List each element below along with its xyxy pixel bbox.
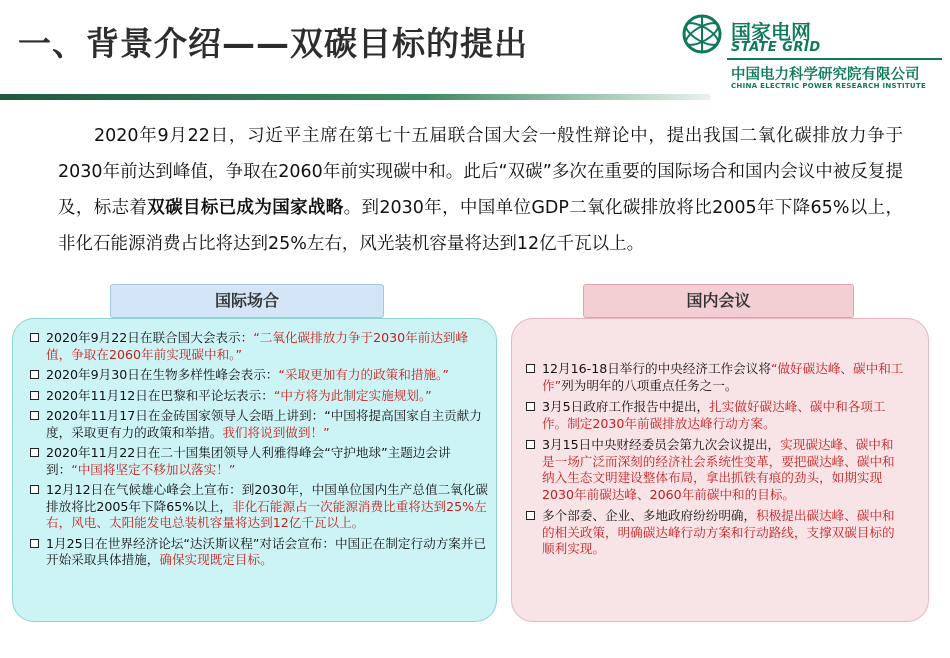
intro-paragraph xyxy=(58,118,903,262)
international-item: 12月12日在气候雄心峰会上宣布：到2030年，中国单位国内生产总值二氧化碳排放将比2005年下降65%以上，非化石能源占一次能源消费比重将达到25%左右，风电、太阳能发电总装机容量将达到12亿千瓦以上。 xyxy=(30,482,490,532)
title-underline-bar xyxy=(0,94,710,100)
intro-emphasis: 双碳目标已成为国家战略 xyxy=(147,198,344,218)
international-item: 2020年11月12日在巴黎和平论坛表示：“中方将为此制定实施规划。” xyxy=(30,388,490,405)
page-title: 一、背景介绍——双碳目标的提出 xyxy=(18,24,528,63)
domestic-item: 3月5日政府工作报告中提出，扎实做好碳达峰、碳中和各项工作。制定2030年前碳排放达峰行动方案。 xyxy=(526,399,906,432)
domestic-list xyxy=(526,361,906,563)
international-panel-title: 国际场合 xyxy=(110,284,384,318)
intro-text-part1: 2020年9月22日，习近平主席在第七十五届联合国大会一般性辩论中，提出我国二氧化碳排放力争于2030年前达到峰值，争取在2060年前实现碳中和。此后“双碳”多次在重要的国际场合和国内会议中被反复提及，标志着 xyxy=(58,126,903,218)
logo-english-name: STATE GRID xyxy=(731,40,821,55)
international-item: 2020年9月22日在联合国大会表示：“二氧化碳排放力争于2030年前达到峰值，争取在2060年前实现碳中和。” xyxy=(30,330,490,363)
international-item: 1月25日在世界经济论坛“达沃斯议程”对话会宣布：中国正在制定行动方案并已开始采取具体措施，确保实现既定目标。 xyxy=(30,536,490,569)
organization-chinese-name: 中国电力科学研究院有限公司 xyxy=(731,67,920,83)
international-item: 2020年11月22日在二十国集团领导人利雅得峰会“守护地球”主题边会讲到：“中国将坚定不移加以落实！” xyxy=(30,445,490,478)
intro-text-part2: 。到2030年，中国单位GDP二氧化碳排放将比2005年下降65%以上，非化石能源消费占比将达到25%左右，风光装机容量将达到12亿千瓦以上。 xyxy=(58,198,904,254)
domestic-item: 多个部委、企业、多地政府纷纷明确，积极提出碳达峰、碳中和的相关政策，明确碳达峰行动方案和行动路线，支撑双碳目标的顺利实现。 xyxy=(526,508,906,558)
domestic-item: 12月16-18日举行的中央经济工作会议将“做好碳达峰、碳中和工作”列为明年的八项重点任务之一。 xyxy=(526,361,906,394)
international-item: 2020年11月17日在金砖国家领导人会晤上讲到：“中国将提高国家自主贡献力度，采取更有力的政策和举措。我们将说到做到！” xyxy=(30,408,490,441)
domestic-panel-title: 国内会议 xyxy=(583,284,854,318)
international-item: 2020年9月30日在生物多样性峰会表示：“采取更加有力的政策和措施。” xyxy=(30,367,490,384)
domestic-item: 3月15日中央财经委员会第九次会议提出，实现碳达峰、碳中和是一场广泛而深刻的经济社会系统性变革，要把碳达峰、碳中和纳入生态文明建设整体布局，拿出抓铁有痕的劲头，如期实现2030年前碳达峰、2060年前碳中和的目标。 xyxy=(526,437,906,503)
organization-english-name: CHINA ELECTRIC POWER RESEARCH INSTITUTE xyxy=(731,82,927,90)
logo-chinese-name: 国家电网 xyxy=(731,20,811,44)
international-list xyxy=(30,330,490,573)
logo-divider xyxy=(727,58,942,60)
state-grid-logo-icon xyxy=(682,14,722,54)
